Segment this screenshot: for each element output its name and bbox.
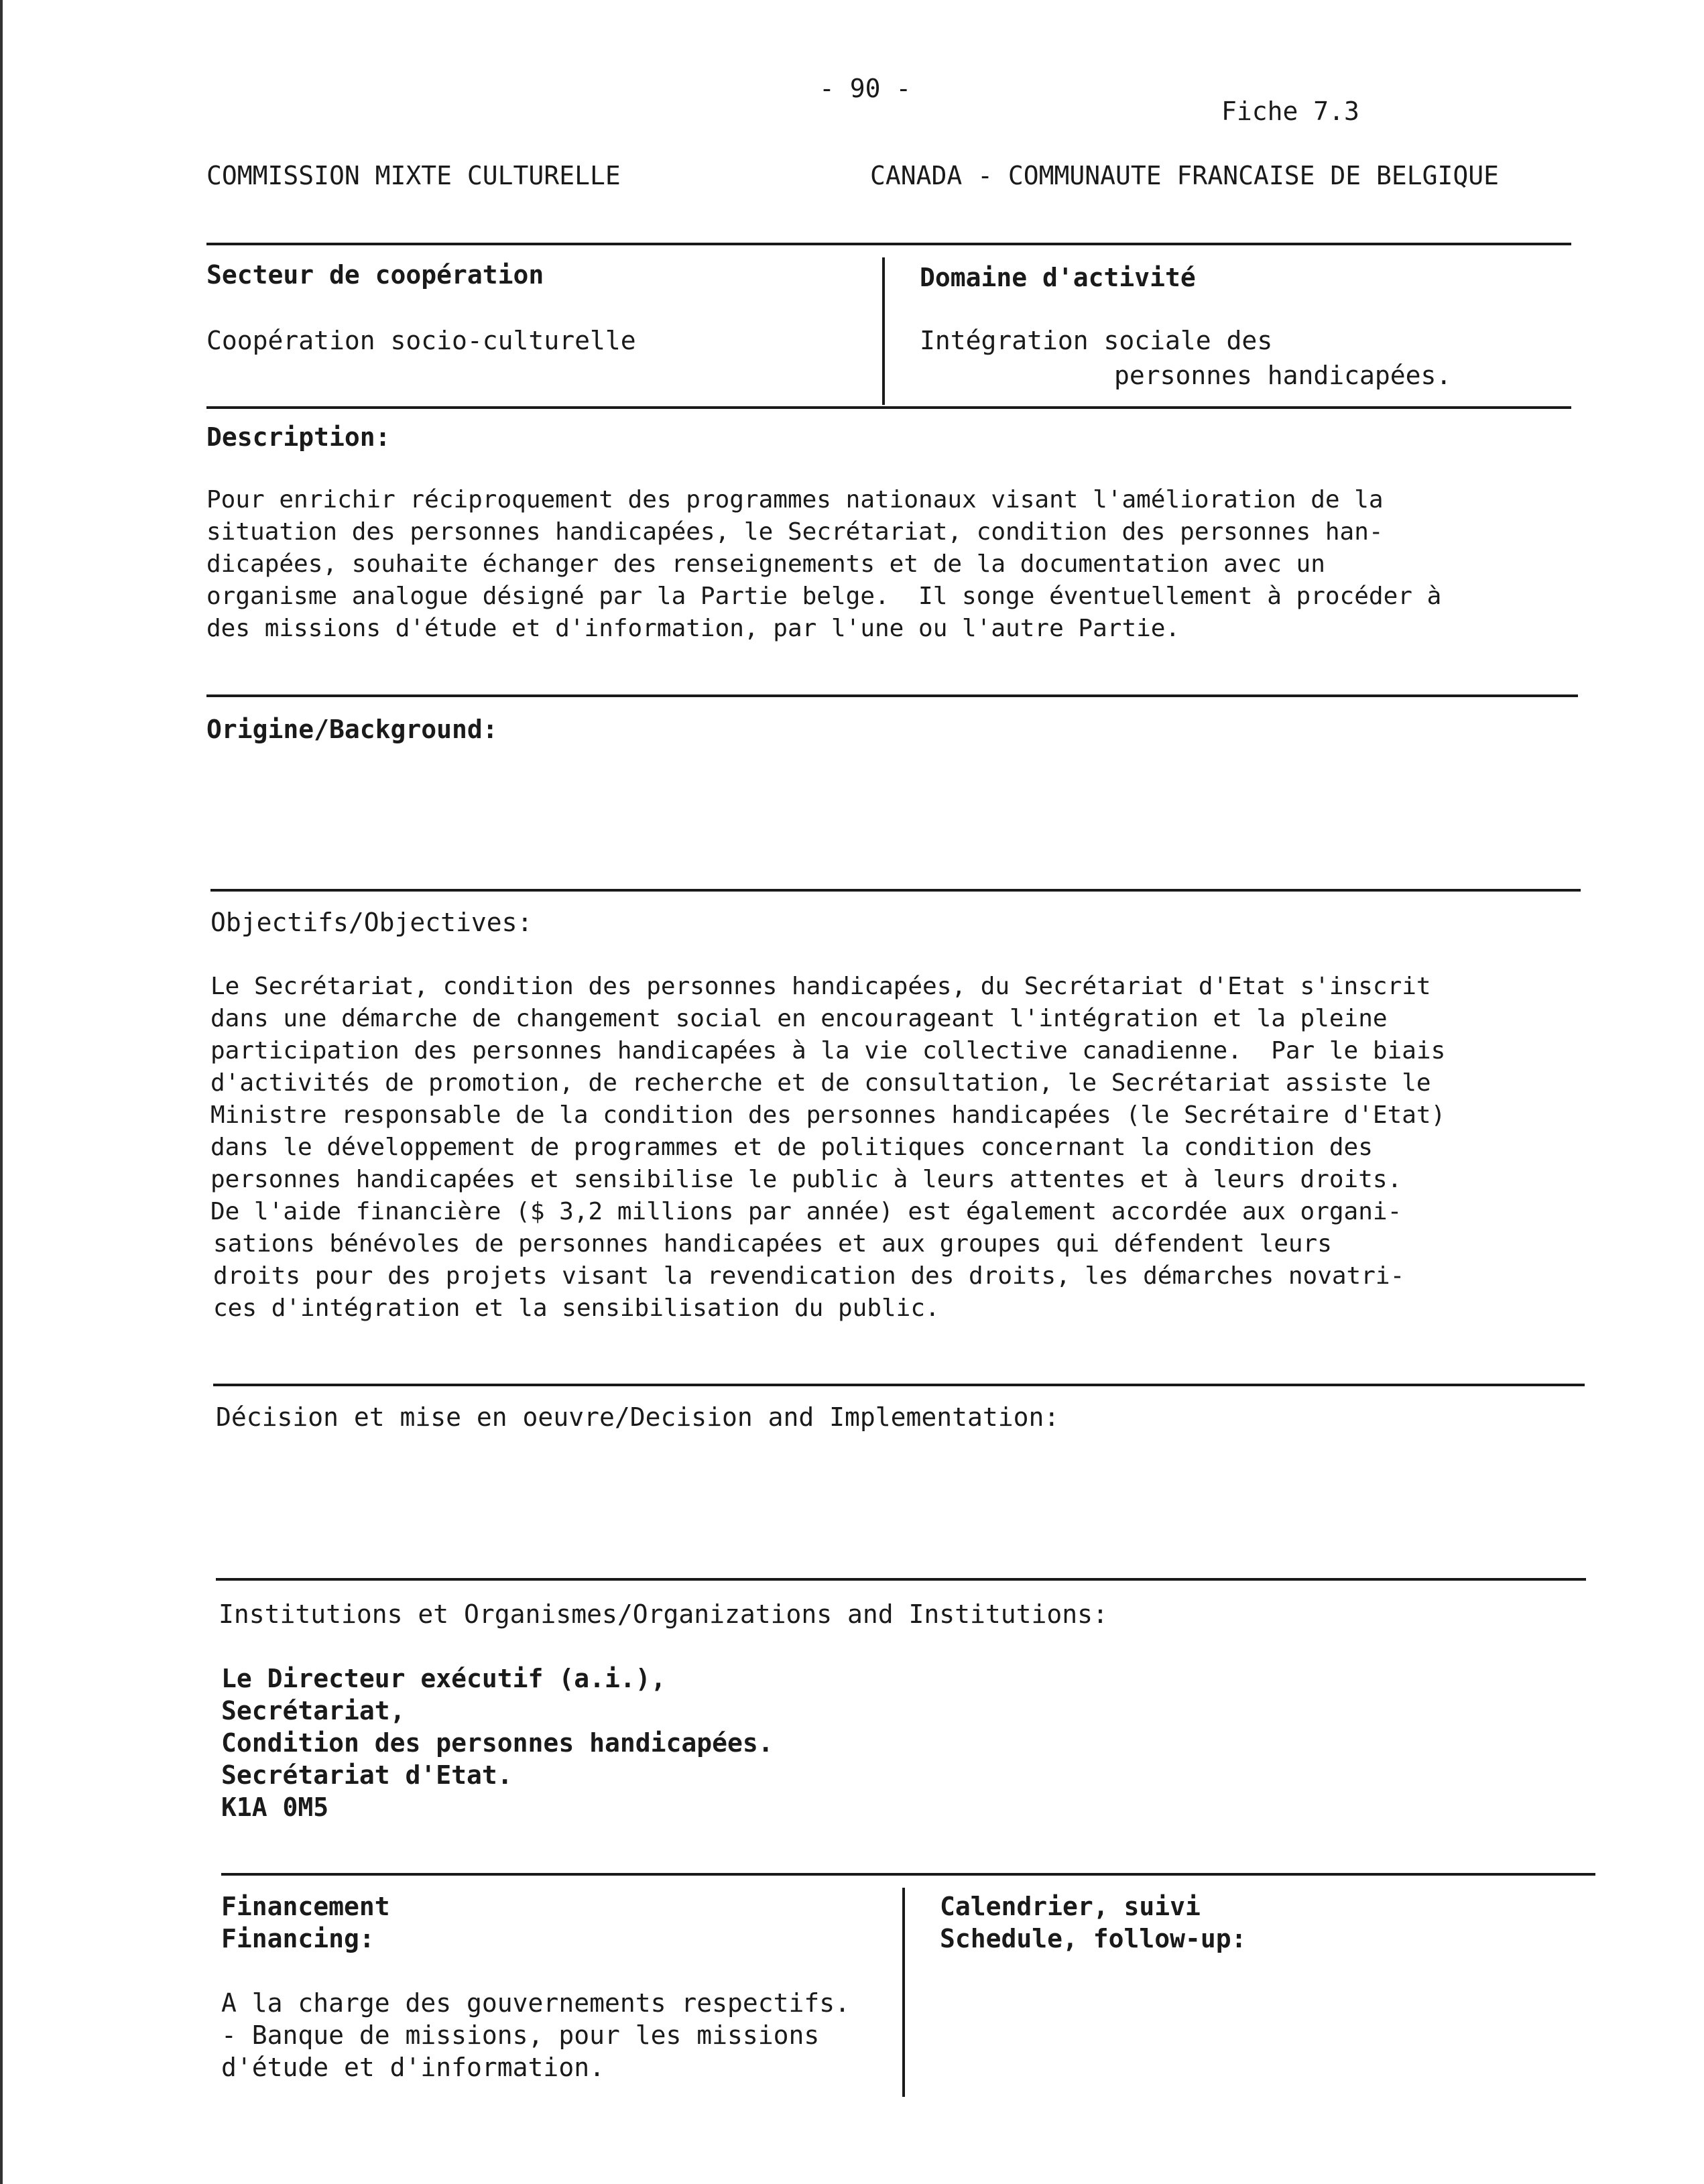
objectives-label: Objectifs/Objectives:	[210, 908, 533, 937]
schedule-label: Schedule, follow-up:	[940, 1924, 1247, 1953]
decision-label: Décision et mise en oeuvre/Decision and Implementation:	[216, 1402, 1060, 1432]
origin-label: Origine/Background:	[206, 715, 498, 744]
objectives-line: Le Secrétariat, condition des personnes handicapées, du Secrétariat d'Etat s'inscrit	[210, 973, 1431, 1000]
description-line: des missions d'étude et d'information, par l'une ou l'autre Partie.	[206, 615, 1180, 642]
objectives-line: d'activités de promotion, de recherche et de consultation, le Secrétariat assiste le	[210, 1069, 1431, 1097]
fiche-number: Fiche 7.3	[1221, 97, 1359, 126]
section-divider	[221, 1873, 1595, 1876]
sector-label: Secteur de coopération	[206, 260, 544, 290]
objectives-line: dans le développement de programmes et de politiques concernant la condition des	[210, 1134, 1373, 1161]
header-left-title: COMMISSION MIXTE CULTURELLE	[206, 161, 621, 190]
section-divider	[206, 694, 1578, 697]
objectives-line: droits pour des projets visant la revendication des droits, les démarches novatri-	[213, 1262, 1405, 1290]
financing-line: A la charge des gouvernements respectifs.	[221, 1988, 850, 2018]
domain-value-line2: personnes handicapées.	[1114, 361, 1452, 390]
objectives-line: De l'aide financière ($ 3,2 millions par année) est également accordée aux organi-	[210, 1198, 1402, 1225]
institutions-label: Institutions et Organismes/Organizations and Institutions:	[219, 1599, 1108, 1629]
objectives-line: dans une démarche de changement social en encourageant l'intégration et la pleine	[210, 1005, 1388, 1032]
objectives-line: ces d'intégration et la sensibilisation du public.	[213, 1294, 940, 1322]
section-divider	[206, 406, 1571, 409]
financing-line: d'étude et d'information.	[221, 2053, 605, 2082]
institutions-line: Le Directeur exécutif (a.i.),	[221, 1664, 666, 1693]
section-divider	[210, 889, 1581, 892]
column-divider	[902, 1888, 905, 2097]
description-line: Pour enrichir réciproquement des programmes nationaux visant l'amélioration de la	[206, 486, 1384, 513]
financing-label: Financement	[221, 1892, 390, 1921]
description-line: situation des personnes handicapées, le Secrétariat, condition des personnes han-	[206, 518, 1384, 546]
financing-line: - Banque de missions, pour les missions	[221, 2020, 820, 2050]
objectives-line: personnes handicapées et sensibilise le public à leurs attentes et à leurs droits.	[210, 1166, 1402, 1193]
objectives-line: sations bénévoles de personnes handicapées et aux groupes qui défendent leurs	[213, 1230, 1332, 1258]
section-divider	[216, 1578, 1586, 1581]
objectives-line: Ministre responsable de la condition des personnes handicapées (le Secrétaire d'Etat)	[210, 1101, 1446, 1129]
financing-label: Financing:	[221, 1924, 375, 1953]
institutions-line: Secrétariat,	[221, 1696, 406, 1725]
scan-left-edge	[0, 0, 3, 2184]
header-right-title: CANADA - COMMUNAUTE FRANCAISE DE BELGIQUE	[870, 161, 1499, 190]
institutions-line: Condition des personnes handicapées.	[221, 1728, 774, 1758]
section-divider	[213, 1384, 1585, 1386]
institutions-line: K1A 0M5	[221, 1793, 329, 1822]
column-divider	[882, 257, 885, 405]
objectives-line: participation des personnes handicapées à la vie collective canadienne. Par le biais	[210, 1037, 1446, 1065]
section-divider	[206, 243, 1571, 245]
page-number: - 90 -	[819, 74, 912, 103]
sector-value: Coopération socio-culturelle	[206, 326, 636, 355]
description-line: dicapées, souhaite échanger des renseignements et de la documentation avec un	[206, 550, 1325, 578]
institutions-line: Secrétariat d'Etat.	[221, 1760, 513, 1790]
description-label: Description:	[206, 422, 391, 452]
schedule-label: Calendrier, suivi	[940, 1892, 1201, 1921]
description-line: organisme analogue désigné par la Partie belge. Il songe éventuellement à procéder à	[206, 583, 1442, 610]
domain-value-line1: Intégration sociale des	[920, 326, 1273, 355]
domain-label: Domaine d'activité	[920, 263, 1196, 292]
